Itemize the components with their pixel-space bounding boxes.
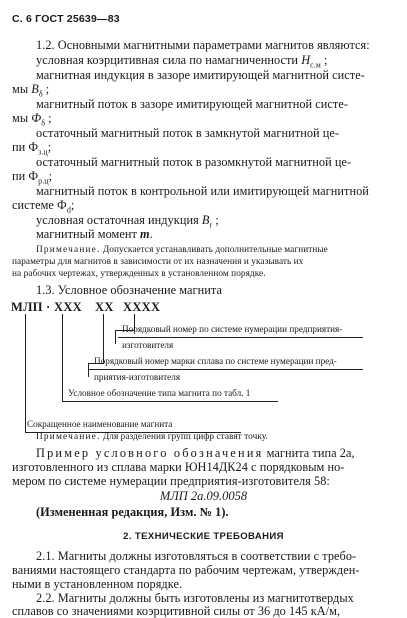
leader-line [62,314,63,402]
code-alloy: ХХ [95,300,114,314]
example-line1 [36,446,355,460]
leader-line [115,330,116,344]
punct: ; [320,53,328,67]
subscript: р.ц [38,176,49,186]
note-label: Примечание. [36,432,101,442]
param-text: мы [12,111,32,125]
symbol: В [31,82,39,96]
punct: ; [212,213,219,227]
para-2-1-line1: 2.1. Магниты должны изготовляться в соответствии с требо- [36,549,357,563]
label-type: Условное обозначение типа магнита по табл. 1 [68,388,251,398]
example-line3: мером по системе нумерации предприятия-изготовителя 58: [12,474,330,488]
section-2-title: 2. ТЕХНИЧЕСКИЕ ТРЕБОВАНИЯ [123,531,284,542]
param-text: системе [12,198,58,212]
param-magnetic-moment [36,227,153,241]
label-alloy-cont: приятия-изготовителя [94,372,181,382]
note-text: Для разделения групп цифр ставят точку. [100,432,268,442]
param-text: условная коэрцитивная сила по намагниченности [36,53,302,67]
code-serial: ХХХХ [123,300,161,314]
param-text: остаточный магнитный поток в разомкнутой магнитной це- [36,155,352,169]
param-text: пи [12,140,29,154]
subscript: d [66,205,71,215]
punct: ; [42,82,50,96]
example-label: Пример условного обозначения [36,446,264,460]
para-1-2-intro: 1.2. Основными магнитными параметрами магнитов являются: [36,38,370,52]
param-text: магнитный момент [36,227,141,241]
leader-line [88,369,363,370]
punct: ; [48,169,53,183]
label-alloy: Порядковый номер марки сплава по системе нумерации пред- [94,356,337,366]
symbol: Ф [31,111,42,125]
subscript: δ [38,89,43,99]
label-serial-cont: изготовителя [122,340,174,350]
param-text: остаточный магнитный поток в замкнутой магнитной цe- [36,126,340,140]
example-line2: изготовленного из сплава марки ЮН14ДК24 с порядковым но- [12,460,345,474]
symbol: B [201,213,210,227]
label-serial: Порядковый номер по системе нумерации предприятия- [122,324,343,334]
note-2 [36,431,268,443]
para-2-1-line3: ными в установленном порядке. [12,577,183,591]
note-label: Примечание. [36,245,101,255]
symbol: Ф [57,198,67,212]
para-2-2-line2: сплавов со значениями коэрцитивной силы от 36 до 145 кА/м, [12,604,341,618]
para-2-2-line1: 2.2. Магниты должны быть изготовлены из магнитотвердых [36,591,354,605]
subscript: δ [41,118,46,128]
param-text: магнитный поток в зазоре имитирующей магнитной систе- [36,97,349,111]
param-text: мы [12,82,32,96]
subscript: с.м [310,60,321,70]
param-control-line1 [36,184,395,198]
note-1-line3: на рабочих чертежах, утвержденных в установленном порядке. [12,269,266,279]
example-code: МЛП 2а.09.0058 [159,489,248,503]
param-text: магнитный поток в контрольной или имитирующей магнитной [36,184,369,198]
symbol: Ф [28,169,39,183]
symbol: Н [301,53,311,67]
note-text: Допускается устанавливать дополнительные магнитные [100,245,328,255]
leader-line [25,314,26,433]
label-name: Сокращенное наименование магнита [27,419,173,429]
punct: ; [70,198,75,212]
amendment-note: (Измененная редакция, Изм. № 1). [36,505,229,519]
note-1-line1 [36,244,328,256]
punct: ; [45,111,52,125]
para-1-3-title: 1.3. Условное обозначение магнита [36,283,222,297]
param-text: пи [12,169,29,183]
example-text: магнита типа 2а, [263,446,355,460]
subscript: r [209,220,213,230]
running-head: С. 6 ГОСТ 25639—83 [12,13,120,25]
param-text: условная остаточная индукция [36,213,202,227]
code-dot: · [46,300,51,314]
param-text: магнитная индукция в зазоре имитирующей магнитной систе- [36,68,365,82]
code-prefix: МЛП [11,300,43,314]
code-type: ХХХ [54,300,82,314]
leader-line [118,337,363,338]
leader-line [62,401,278,402]
note-1-line2: параметры для магнитов в зависимости от их назначения и указывать их [12,257,304,267]
punct: ; [47,140,52,154]
symbol: m [140,227,150,241]
subscript: з.ц [38,147,48,157]
leader-line [88,363,89,377]
para-2-1-line2: ваниями настоящего стандарта по рабочим чертежам, утвержден- [12,563,360,577]
symbol: Ф [28,140,39,154]
punct: . [149,227,153,241]
